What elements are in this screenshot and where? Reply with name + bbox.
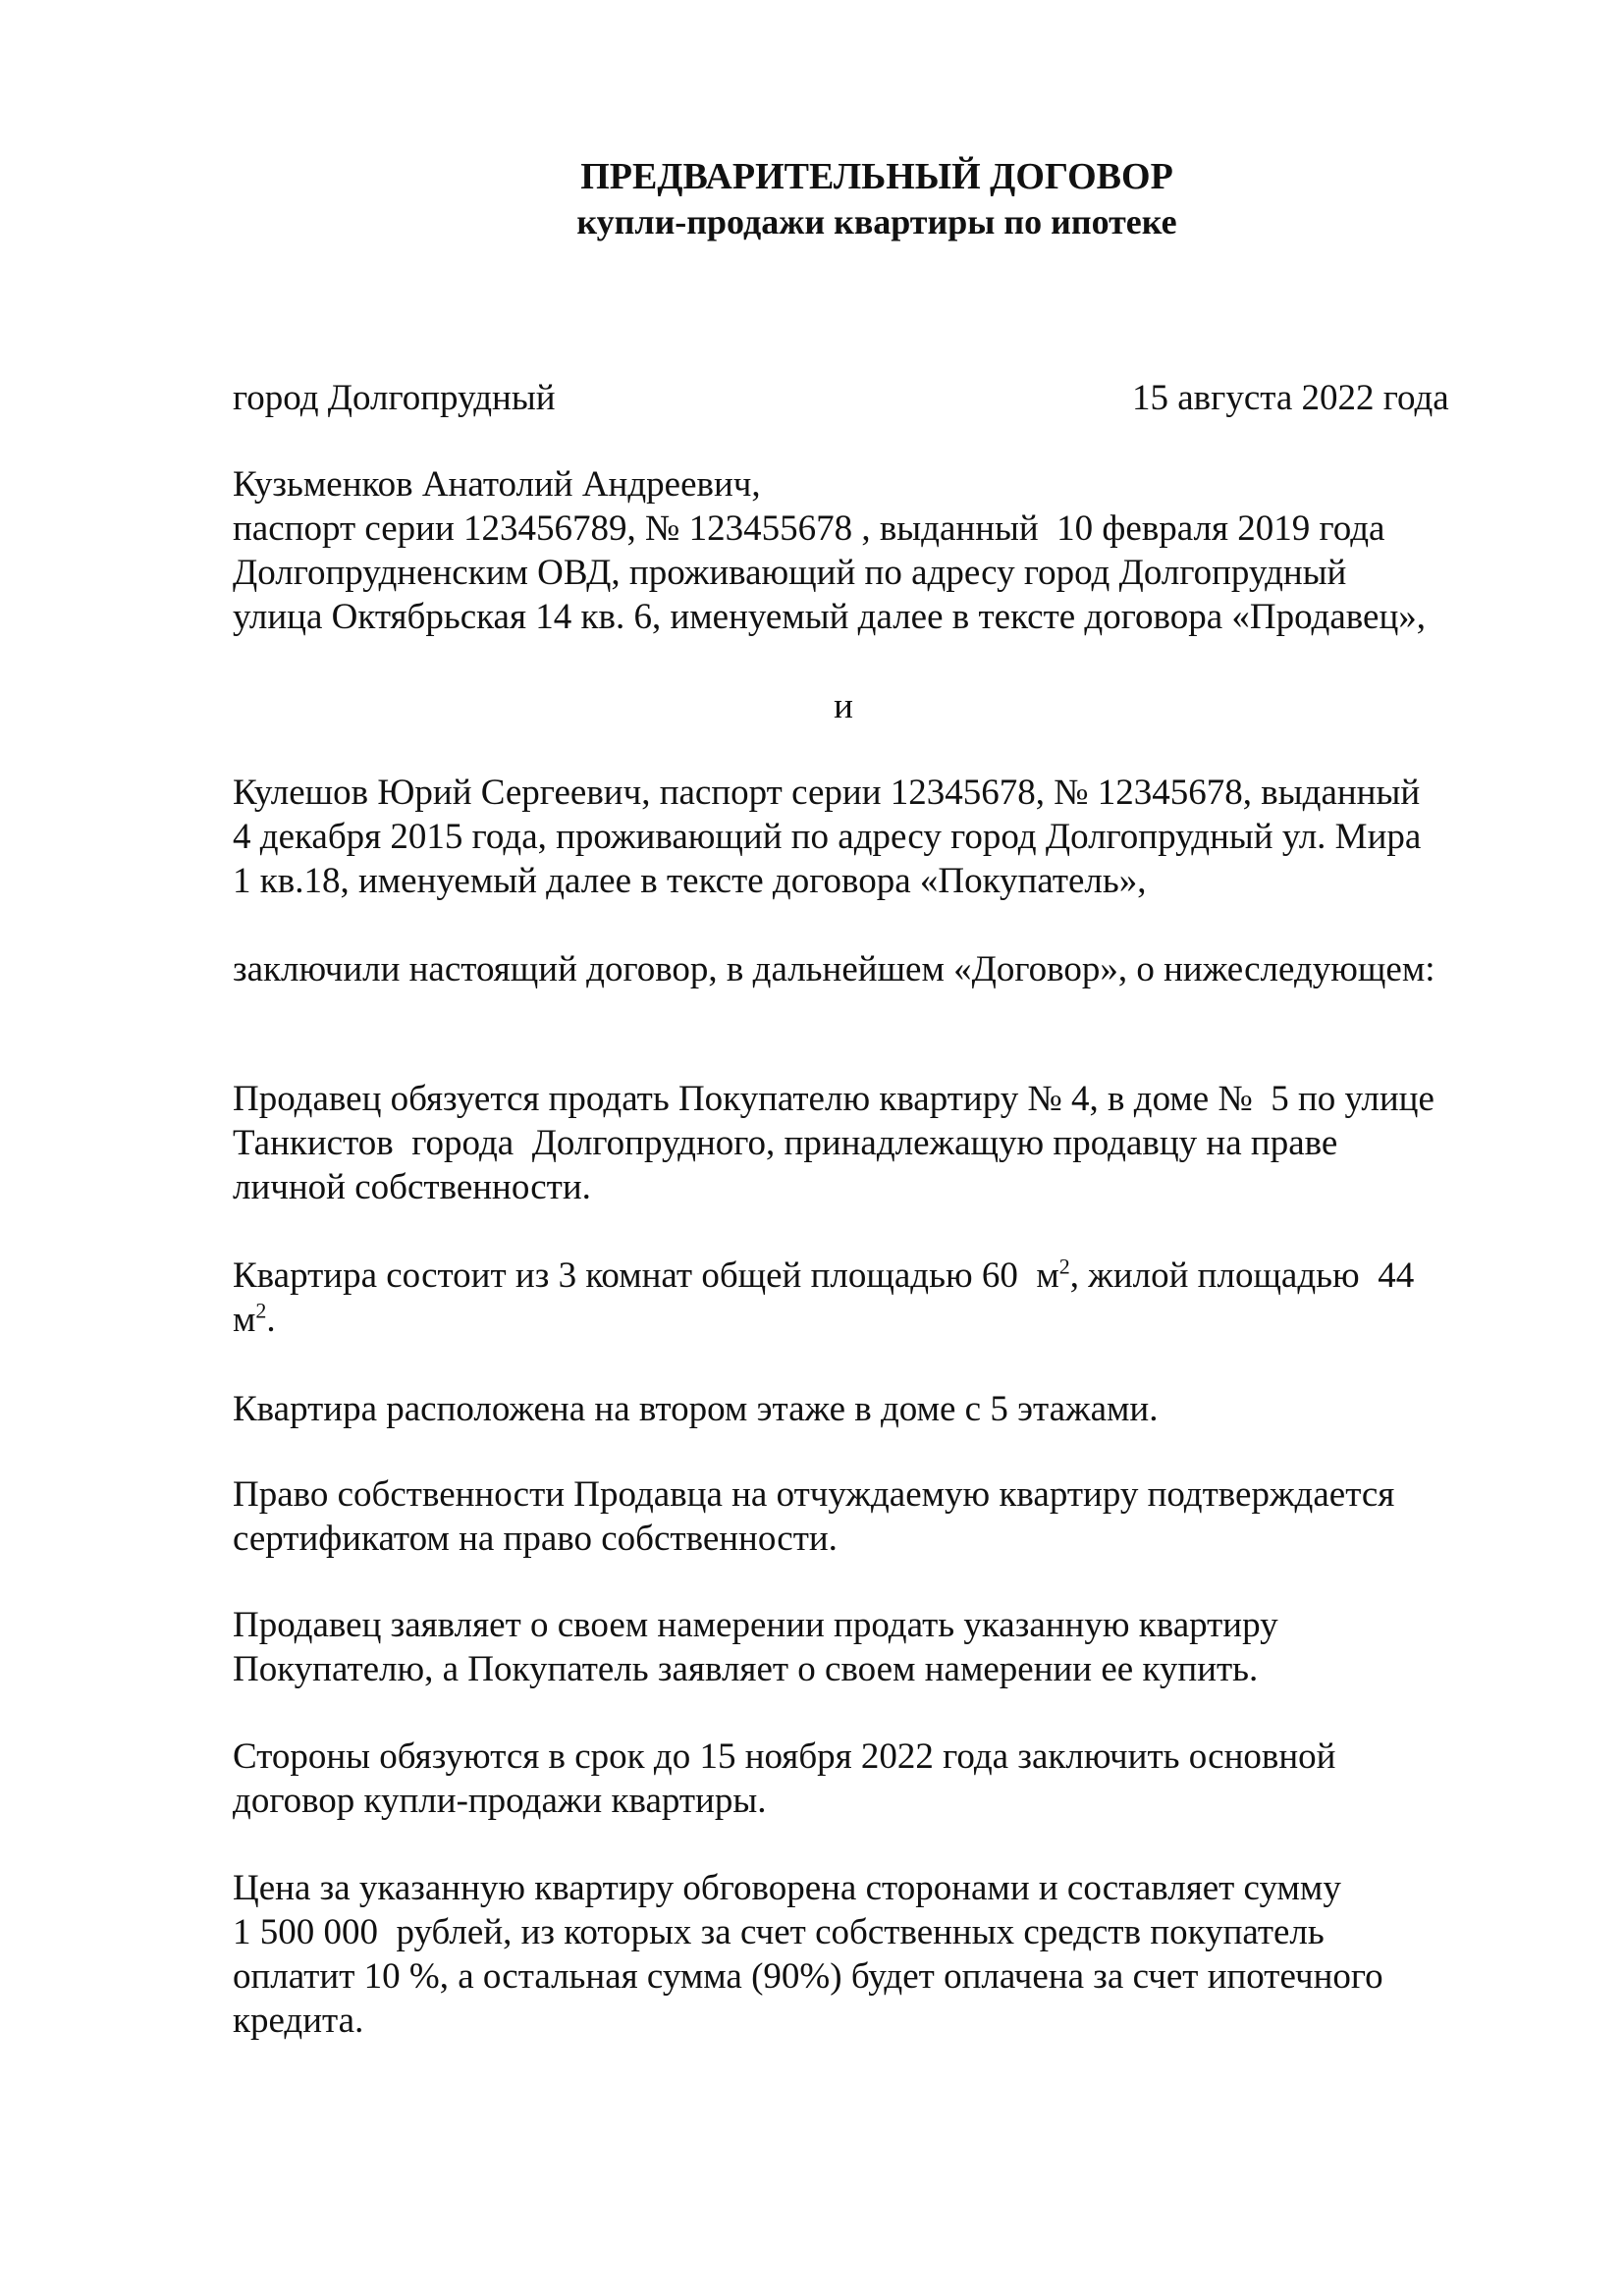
- paragraph-1-line-2: Танкистов города Долгопрудного, принадлежащую продавцу на праве: [233, 1123, 1338, 1163]
- seller-line-4: улица Октябрьская 14 кв. 6, именуемый далее в тексте договора «Продавец»,: [233, 597, 1427, 637]
- buyer-line-3: 1 кв.18, именуемый далее в тексте договора «Покупатель»,: [233, 861, 1147, 901]
- paragraph-2-line-2: [233, 1298, 276, 1342]
- area-text-a: Квартира состоит из 3 комнат общей площадью 60 м: [233, 1255, 1059, 1296]
- paragraph-5-line-1: Продавец заявляет о своем намерении продать указанную квартиру: [233, 1605, 1278, 1645]
- conjunction-and: и: [834, 686, 853, 726]
- buyer-line-1: Кулешов Юрий Сергеевич, паспорт серии 12345678, № 12345678, выданный: [233, 773, 1421, 813]
- paragraph-5-line-2: Покупателю, а Покупатель заявляет о своем намерении ее купить.: [233, 1649, 1259, 1689]
- paragraph-3: Квартира расположена на втором этаже в доме с 5 этажами.: [233, 1389, 1159, 1429]
- paragraph-7-line-3: оплатит 10 %, а остальная сумма (90%) будет оплачена за счет ипотечного: [233, 1956, 1383, 1997]
- document-title: ПРЕДВАРИТЕЛЬНЫЙ ДОГОВОР: [580, 156, 1173, 197]
- city: город Долгопрудный: [233, 378, 556, 418]
- paragraph-2-line-1: [233, 1254, 1414, 1298]
- paragraph-1-line-3: личной собственности.: [233, 1167, 591, 1207]
- square-superscript-2: 2: [255, 1298, 267, 1323]
- paragraph-4-line-2: сертификатом на право собственности.: [233, 1519, 838, 1559]
- paragraph-1-line-1: Продавец обязуется продать Покупателю квартиру № 4, в доме № 5 по улице: [233, 1079, 1435, 1119]
- area-text-b: , жилой площадью 44: [1069, 1255, 1415, 1296]
- paragraph-7-line-1: Цена за указанную квартиру обговорена сторонами и составляет сумму: [233, 1868, 1341, 1908]
- paragraph-7-line-4: кредита.: [233, 2001, 364, 2041]
- seller-line-1: Кузьменков Анатолий Андреевич,: [233, 464, 761, 505]
- document-subtitle: купли-продажи квартиры по ипотеке: [576, 202, 1177, 241]
- area-unit: м: [233, 1300, 256, 1340]
- paragraph-6-line-1: Стороны обязуются в срок до 15 ноября 2022 года заключить основной: [233, 1736, 1336, 1777]
- seller-line-2: паспорт серии 123456789, № 123455678 , выданный 10 февраля 2019 года: [233, 508, 1385, 549]
- paragraph-6-line-2: договор купли-продажи квартиры.: [233, 1781, 767, 1821]
- date: 15 августа 2022 года: [1132, 378, 1449, 418]
- area-period: .: [266, 1300, 276, 1340]
- seller-line-3: Долгопрудненским ОВД, проживающий по адресу город Долгопрудный: [233, 553, 1347, 593]
- square-superscript: 2: [1058, 1254, 1070, 1279]
- paragraph-4-line-1: Право собственности Продавца на отчуждаемую квартиру подтверждается: [233, 1474, 1395, 1515]
- paragraph-7-line-2: 1 500 000 рублей, из которых за счет собственных средств покупатель: [233, 1912, 1325, 1952]
- concluded-line: заключили настоящий договор, в дальнейшем «Договор», о нижеследующем:: [233, 949, 1435, 989]
- buyer-line-2: 4 декабря 2015 года, проживающий по адресу город Долгопрудный ул. Мира: [233, 817, 1422, 857]
